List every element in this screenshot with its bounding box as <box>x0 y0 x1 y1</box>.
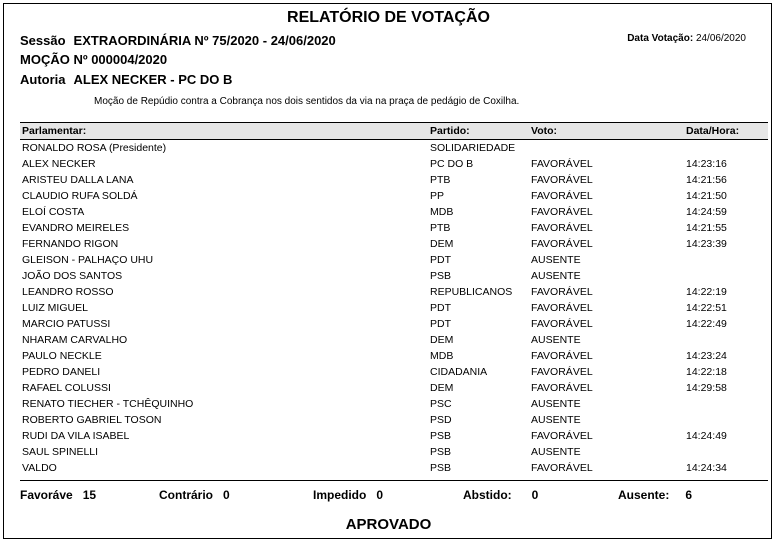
partido-cell: PC DO B <box>430 158 474 170</box>
parlamentar-cell: RENATO TIECHER - TCHÊQUINHO <box>22 398 194 410</box>
parlamentar-cell: ALEX NECKER <box>22 158 96 170</box>
data-hora-cell <box>684 252 768 268</box>
parlamentar-cell: CLAUDIO RUFA SOLDÁ <box>22 190 138 202</box>
parlamentar-cell: PAULO NECKLE <box>22 350 102 362</box>
table-row <box>20 172 768 188</box>
total-favoravel-value: 15 <box>82 488 97 502</box>
parlamentar-cell: RUDI DA VILA ISABEL <box>22 430 130 442</box>
parlamentar-cell: ROBERTO GABRIEL TOSON <box>22 414 162 426</box>
parlamentar-cell: LEANDRO ROSSO <box>22 286 114 298</box>
table-row <box>20 396 768 412</box>
total-ausente <box>618 488 692 502</box>
total-ausente-label: Ausente: <box>618 488 670 502</box>
table-row <box>20 348 768 364</box>
vote-date-label: Data Votação: <box>627 33 694 44</box>
header-partido: Partido: <box>428 123 529 140</box>
partido-cell: PSC <box>430 398 452 410</box>
partido-cell: PTB <box>430 222 451 234</box>
parlamentar-cell: RONALDO ROSA (Presidente) <box>22 142 167 154</box>
voto-cell: FAVORÁVEL <box>531 318 593 330</box>
voto-cell: AUSENTE <box>531 270 581 282</box>
table-row <box>20 444 768 460</box>
data-hora-cell <box>684 412 768 428</box>
table-row <box>20 140 768 157</box>
data-hora-cell: 14:29:58 <box>686 382 727 394</box>
voto-cell: FAVORÁVEL <box>531 430 593 442</box>
voto-cell: AUSENTE <box>531 334 581 346</box>
partido-cell: DEM <box>430 382 454 394</box>
votes-table <box>20 122 768 476</box>
header-voto: Voto: <box>529 123 684 140</box>
partido-cell: PTB <box>430 174 451 186</box>
voto-cell: FAVORÁVEL <box>531 286 593 298</box>
table-row <box>20 204 768 220</box>
table-row <box>20 236 768 252</box>
data-hora-cell: 14:23:24 <box>686 350 727 362</box>
data-hora-cell: 14:22:49 <box>686 318 727 330</box>
voto-cell: FAVORÁVEL <box>531 462 593 474</box>
partido-cell: DEM <box>430 334 454 346</box>
parlamentar-cell: SAUL SPINELLI <box>22 446 99 458</box>
total-ausente-value: 6 <box>685 488 693 502</box>
data-hora-cell: 14:22:18 <box>686 366 727 378</box>
vote-date-value: 24/06/2020 <box>695 33 746 44</box>
voto-cell: AUSENTE <box>531 398 581 410</box>
table-row <box>20 220 768 236</box>
votes-table-body <box>20 140 768 477</box>
partido-cell: PSB <box>430 462 452 474</box>
parlamentar-cell: ARISTEU DALLA LANA <box>22 174 134 186</box>
partido-cell: SOLIDARIEDADE <box>430 142 516 154</box>
total-abstido-label: Abstido: <box>463 488 512 502</box>
partido-cell: MDB <box>430 206 454 218</box>
data-hora-cell: 14:22:19 <box>686 286 727 298</box>
total-favoravel-label: Favoráve <box>20 488 73 502</box>
table-row <box>20 300 768 316</box>
data-hora-cell: 14:24:59 <box>686 206 727 218</box>
data-hora-cell <box>684 140 768 157</box>
parlamentar-cell: RAFAEL COLUSSI <box>22 382 111 394</box>
parlamentar-cell: PEDRO DANELI <box>22 366 101 378</box>
partido-cell: PDT <box>430 254 451 266</box>
header-data-hora: Data/Hora: <box>684 123 768 140</box>
parlamentar-cell: EVANDRO MEIRELES <box>22 222 130 234</box>
partido-cell: REPUBLICANOS <box>430 286 513 298</box>
data-hora-cell <box>684 396 768 412</box>
motion-number: MOÇÃO Nº 000004/2020 <box>20 52 168 67</box>
totals-divider <box>20 480 768 481</box>
parlamentar-cell: NHARAM CARVALHO <box>22 334 128 346</box>
table-row <box>20 188 768 204</box>
voto-cell: FAVORÁVEL <box>531 206 593 218</box>
parlamentar-cell: JOÃO DOS SANTOS <box>22 270 123 282</box>
voto-cell: AUSENTE <box>531 446 581 458</box>
data-hora-cell: 14:21:56 <box>686 174 727 186</box>
total-abstido <box>463 488 538 502</box>
data-hora-cell: 14:23:39 <box>686 238 727 250</box>
parlamentar-cell: ELOÍ COSTA <box>22 206 85 218</box>
total-abstido-value: 0 <box>531 488 539 502</box>
table-row <box>20 460 768 476</box>
voto-cell: FAVORÁVEL <box>531 302 593 314</box>
parlamentar-cell: VALDO <box>22 462 57 474</box>
total-impedido-label: Impedido <box>313 488 367 502</box>
table-row <box>20 364 768 380</box>
voto-cell: AUSENTE <box>531 414 581 426</box>
partido-cell: PSD <box>430 414 452 426</box>
total-favoravel <box>20 488 96 502</box>
total-contrario-value: 0 <box>223 488 230 502</box>
parlamentar-cell: FERNANDO RIGON <box>22 238 119 250</box>
vote-date <box>627 33 746 44</box>
table-row <box>20 412 768 428</box>
total-contrario <box>159 488 230 502</box>
voto-cell: FAVORÁVEL <box>531 158 593 170</box>
authorship-label: Autoria <box>20 72 66 87</box>
partido-cell: PP <box>430 190 445 202</box>
partido-cell: CIDADANIA <box>430 366 488 378</box>
session-line <box>20 33 336 48</box>
partido-cell: PSB <box>430 446 452 458</box>
voto-cell <box>529 140 684 157</box>
data-hora-cell: 14:24:49 <box>686 430 727 442</box>
table-row <box>20 268 768 284</box>
table-row <box>20 252 768 268</box>
total-contrario-label: Contrário <box>159 488 213 502</box>
partido-cell: PSB <box>430 270 452 282</box>
vote-result: APROVADO <box>345 516 432 533</box>
table-row <box>20 332 768 348</box>
voto-cell: AUSENTE <box>531 254 581 266</box>
data-hora-cell <box>684 332 768 348</box>
voto-cell: FAVORÁVEL <box>531 190 593 202</box>
data-hora-cell: 14:21:50 <box>686 190 727 202</box>
voto-cell: FAVORÁVEL <box>531 238 593 250</box>
partido-cell: PDT <box>430 318 451 330</box>
data-hora-cell: 14:22:51 <box>686 302 727 314</box>
data-hora-cell: 14:24:34 <box>686 462 727 474</box>
data-hora-cell <box>684 268 768 284</box>
session-value: EXTRAORDINÁRIA Nº 75/2020 - 24/06/2020 <box>73 33 336 48</box>
table-row <box>20 284 768 300</box>
voto-cell: FAVORÁVEL <box>531 382 593 394</box>
data-hora-cell: 14:23:16 <box>686 158 727 170</box>
header-parlamentar: Parlamentar: <box>20 123 428 140</box>
partido-cell: DEM <box>430 238 454 250</box>
table-row <box>20 316 768 332</box>
voto-cell: FAVORÁVEL <box>531 222 593 234</box>
data-hora-cell <box>684 444 768 460</box>
table-row <box>20 428 768 444</box>
voto-cell: FAVORÁVEL <box>531 174 593 186</box>
partido-cell: PDT <box>430 302 451 314</box>
data-hora-cell: 14:21:55 <box>686 222 727 234</box>
parlamentar-cell: GLEISON - PALHAÇO UHU <box>22 254 154 266</box>
authorship-line <box>20 72 232 87</box>
motion-summary: Moção de Repúdio contra a Cobrança nos dois sentidos da via na praça de pedágio de Coxilha. <box>94 96 520 107</box>
table-header-row <box>20 123 768 140</box>
voto-cell: FAVORÁVEL <box>531 366 593 378</box>
partido-cell: PSB <box>430 430 452 442</box>
authorship-value: ALEX NECKER - PC DO B <box>73 72 233 87</box>
voto-cell: FAVORÁVEL <box>531 350 593 362</box>
parlamentar-cell: LUIZ MIGUEL <box>22 302 88 314</box>
table-row <box>20 156 768 172</box>
parlamentar-cell: MARCIO PATUSSI <box>22 318 111 330</box>
partido-cell: MDB <box>430 350 454 362</box>
total-impedido <box>313 488 383 502</box>
total-impedido-value: 0 <box>376 488 384 502</box>
report-title: RELATÓRIO DE VOTAÇÃO <box>287 9 490 26</box>
session-label: Sessão <box>20 33 66 48</box>
table-row <box>20 380 768 396</box>
